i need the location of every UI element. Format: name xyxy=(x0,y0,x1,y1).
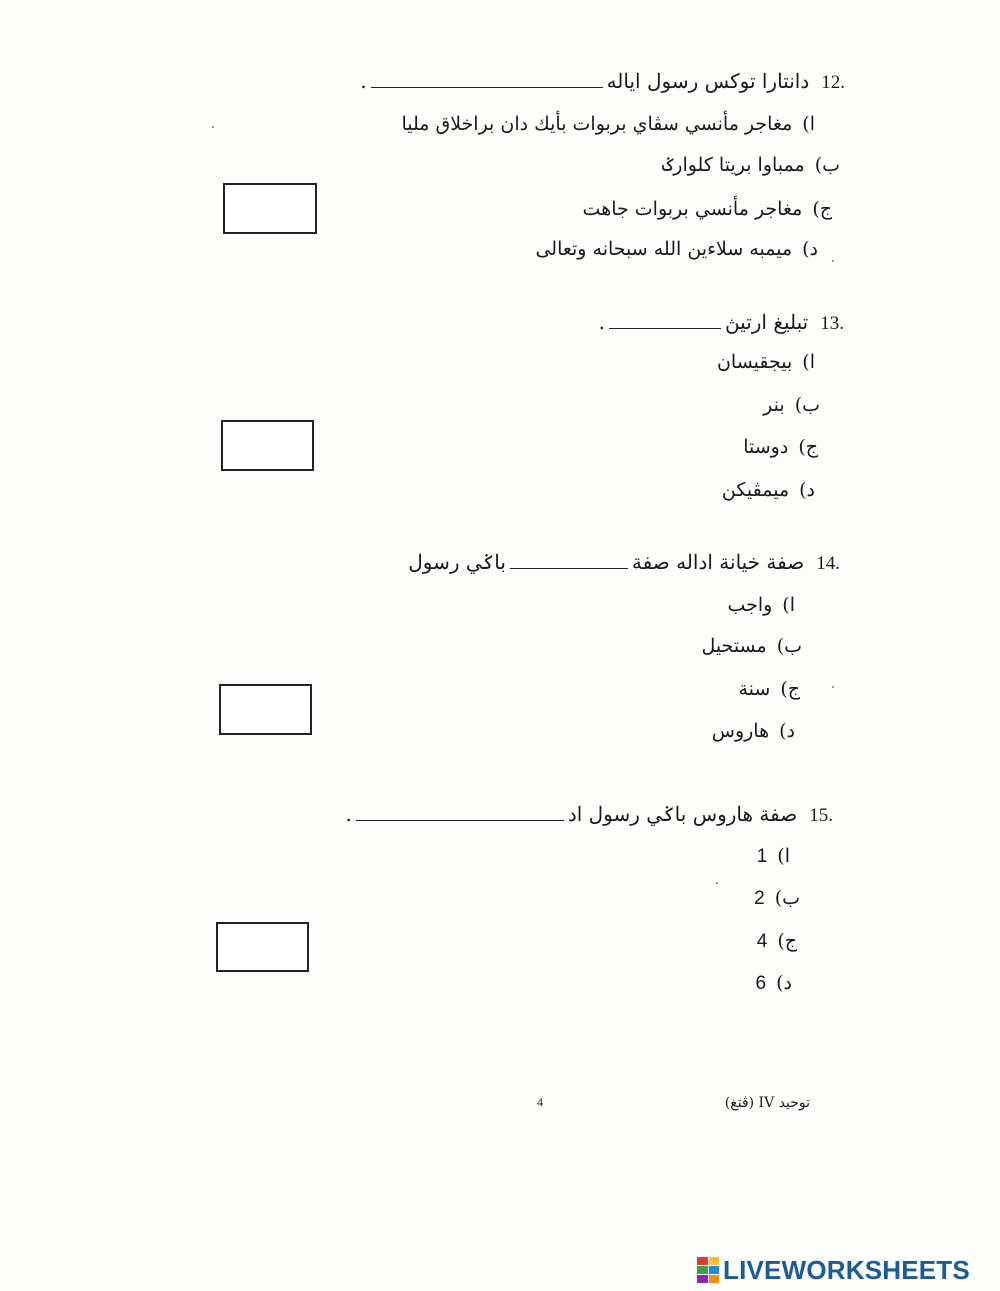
logo-block-5 xyxy=(697,1275,708,1283)
option-text: مستحيل xyxy=(701,635,767,657)
option-text: بيجقيسان xyxy=(716,351,793,373)
option-text: واجب xyxy=(727,594,773,616)
option-text: 1 xyxy=(756,846,768,867)
option-b xyxy=(662,152,840,178)
option-a xyxy=(727,592,795,618)
question-number: 14. xyxy=(816,553,840,574)
question-12-stem xyxy=(360,68,845,96)
option-text: 4 xyxy=(756,931,768,952)
question-text: دانتارا توکس رسول اياله xyxy=(606,69,810,93)
question-end-text: . xyxy=(598,310,605,334)
question-text: صفة هاروس باݢي رسول اد xyxy=(567,802,798,826)
question-number: 12. xyxy=(821,72,845,93)
option-text: دوستا xyxy=(743,436,789,458)
question-end-text: . xyxy=(360,69,367,93)
option-text: ميمبه سلاءين الله سبحانه وتعالى xyxy=(535,238,793,260)
question-end-text: باݢي رسول xyxy=(408,550,506,574)
option-marker: ج) xyxy=(812,198,832,220)
option-d xyxy=(722,477,815,503)
option-marker: ا) xyxy=(777,845,790,867)
option-d xyxy=(535,236,818,262)
option-text: ميمڤيکن xyxy=(721,479,790,501)
logo-block-3 xyxy=(697,1266,708,1274)
logo-block-1 xyxy=(697,1257,708,1265)
option-c xyxy=(738,676,800,702)
option-marker: ج) xyxy=(780,678,800,700)
logo-block-6 xyxy=(709,1275,720,1283)
answer-box-14[interactable] xyxy=(219,684,312,735)
question-14-stem xyxy=(408,549,840,577)
logo-block-4 xyxy=(709,1266,720,1274)
question-number: 13. xyxy=(820,313,844,334)
scan-speck xyxy=(212,126,214,128)
question-text: تبليغ ارتيڽ xyxy=(724,310,809,334)
option-text: مغاجر مأنسي سڤاي بربوات بأيك دان براخلاق مليا xyxy=(401,113,793,135)
scan-speck xyxy=(832,260,834,262)
option-marker: د) xyxy=(776,972,792,994)
option-c xyxy=(583,196,832,222)
option-b xyxy=(763,392,820,418)
fill-blank-line xyxy=(510,552,628,569)
brand-name: LIVEWORKSHEETS xyxy=(723,1254,970,1285)
option-b xyxy=(701,633,802,659)
question-13-stem xyxy=(599,309,844,337)
logo-block-2 xyxy=(709,1257,720,1265)
option-text: ممباوا بريتا کلوارݢ xyxy=(662,154,805,176)
question-text: صفة خيانة اداله صفة xyxy=(631,550,805,574)
question-number: 15. xyxy=(809,805,833,826)
fill-blank-line xyxy=(356,804,564,821)
option-marker: ب) xyxy=(794,394,820,416)
option-c xyxy=(757,928,797,955)
fill-blank-line xyxy=(371,71,603,88)
option-marker: ج) xyxy=(798,436,818,458)
liveworksheets-logo-icon xyxy=(697,1257,719,1283)
fill-blank-line xyxy=(609,312,721,329)
option-marker: ا) xyxy=(782,594,795,616)
option-text: 2 xyxy=(754,888,765,909)
option-marker: ا) xyxy=(802,113,815,135)
option-marker: د) xyxy=(779,720,795,742)
option-text: 6 xyxy=(755,973,767,994)
option-text: بنر xyxy=(763,394,785,416)
scan-speck xyxy=(832,686,834,688)
liveworksheets-brand[interactable] xyxy=(697,1255,970,1285)
option-marker: ج) xyxy=(777,930,797,952)
option-a xyxy=(717,349,815,375)
answer-box-13[interactable] xyxy=(221,420,314,471)
footer-subject: توحيد IV (ڤتغ) xyxy=(724,1095,810,1111)
scan-speck xyxy=(716,882,718,884)
answer-box-15[interactable] xyxy=(216,922,309,972)
option-marker: ب) xyxy=(774,887,800,909)
option-text: سنة xyxy=(738,678,771,700)
option-marker: ب) xyxy=(776,635,802,657)
option-marker: ب) xyxy=(814,154,840,176)
option-marker: ا) xyxy=(802,351,815,373)
option-a xyxy=(401,111,815,137)
option-text: مغاجر مأنسي بربوات جاهت xyxy=(582,198,803,220)
option-d xyxy=(712,718,795,744)
question-end-text: . xyxy=(345,802,352,826)
option-c xyxy=(743,434,818,460)
question-15-stem xyxy=(345,801,833,829)
answer-box-12[interactable] xyxy=(223,183,317,234)
option-a xyxy=(757,843,790,870)
option-text: هاروس xyxy=(711,720,770,742)
option-b xyxy=(754,885,800,912)
option-d xyxy=(756,970,792,997)
footer-page-number: 4 xyxy=(537,1095,543,1109)
option-marker: د) xyxy=(799,479,815,501)
option-marker: د) xyxy=(802,238,818,260)
